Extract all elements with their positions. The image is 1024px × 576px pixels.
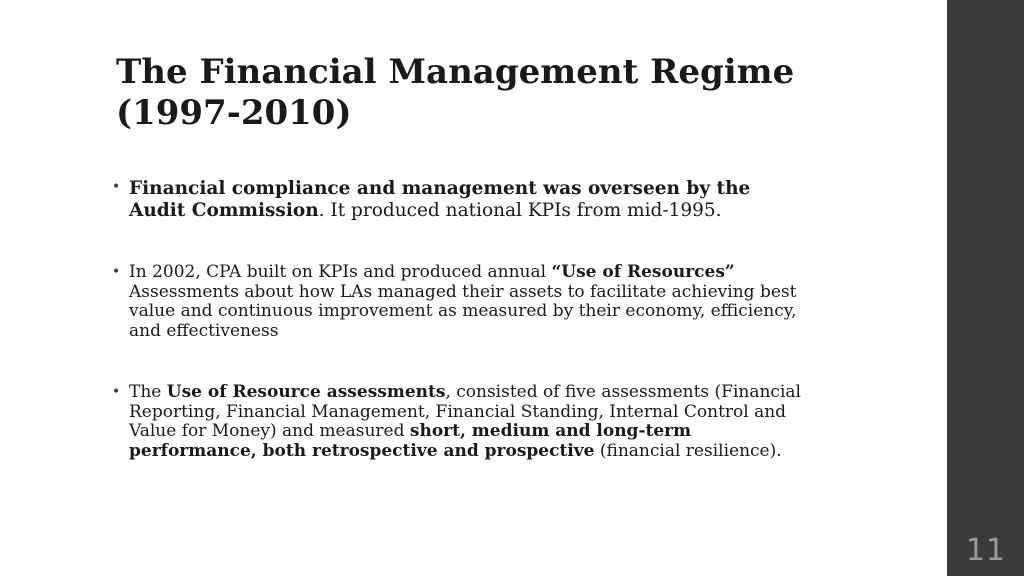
bullet-text (129, 262, 796, 341)
bullet-item-audit-commission (112, 178, 812, 221)
bullet-item-cpa (112, 263, 812, 341)
bullet-bold-text: Use of Resource assessments (166, 382, 446, 402)
bullet-text (129, 178, 750, 221)
bullet-dot-icon: • (112, 179, 121, 195)
bullet-text (129, 382, 801, 461)
bullet-list (112, 178, 812, 461)
bullet-bold-text: “Use of Resources” (551, 262, 735, 282)
bullet-item-use-of-resource (112, 383, 812, 461)
bullet-dot-icon: • (112, 384, 121, 400)
bullet-plain-text: , consisted of five assessments (Financial Reporting, Financial Management, Financial Standing, Internal Control and Value for Money) and measured (129, 382, 801, 441)
bullet-plain-text: (financial resilience). (594, 440, 782, 461)
bullet-plain-text: The (129, 382, 167, 402)
bullet-plain-text: . It produced national KPIs from mid-1995. (318, 199, 722, 221)
bullet-dot-icon: • (112, 264, 121, 280)
bullet-bold-text: Financial compliance and management was overseen by the Audit Commission (129, 178, 751, 221)
bullet-bold-text: short, medium and long-term performance, both retrospective and prospective (129, 421, 692, 461)
bullet-plain-text: Assessments about how LAs managed their assets to facilitate achieving best value and continuous improvement as measured by their economy, efficiency, and effectiveness (129, 281, 797, 341)
slide-title: The Financial Management Regime (1997-2010) (116, 52, 795, 133)
sidebar-bar (947, 0, 1024, 576)
page-number: 11 (965, 533, 1006, 568)
bullet-plain-text: In 2002, CPA built on KPIs and produced annual (129, 262, 552, 282)
